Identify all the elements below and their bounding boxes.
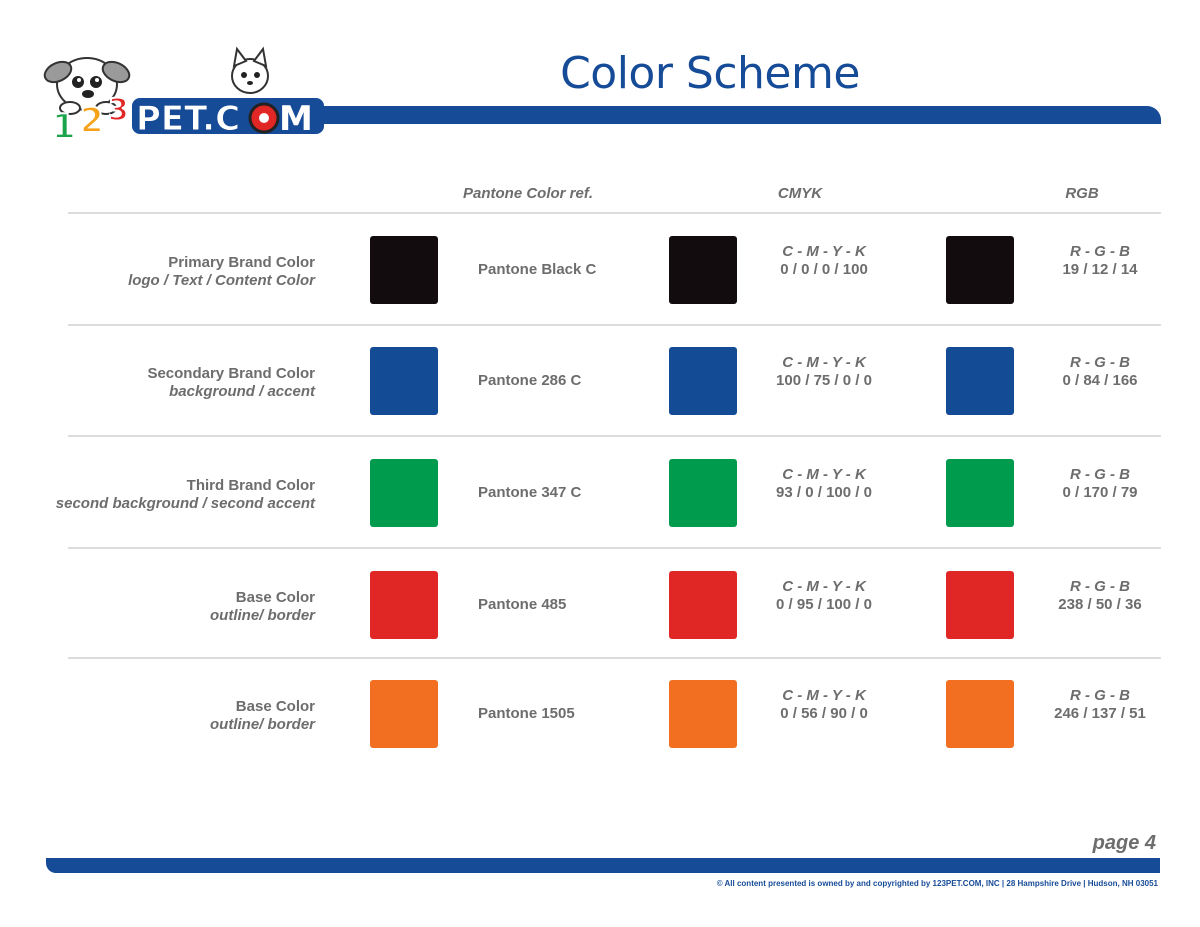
svg-text:PET.C: PET.C — [136, 99, 241, 139]
cmyk-header: C - M - Y - K — [782, 466, 866, 483]
rgb-values — [1040, 354, 1160, 390]
cmyk-value: 93 / 0 / 100 / 0 — [776, 484, 872, 501]
cmyk-values — [752, 578, 896, 614]
color-row-secondary — [0, 325, 1200, 437]
svg-text:1: 1 — [52, 107, 76, 146]
footer-bar — [46, 858, 1160, 873]
row-label-usage: second background / second accent — [55, 495, 315, 512]
cmyk-values — [752, 243, 896, 279]
rgb-swatch — [946, 459, 1014, 527]
rgb-values — [1040, 578, 1160, 614]
row-label-title: Secondary Brand Color — [147, 365, 315, 382]
row-label-title: Primary Brand Color — [168, 254, 315, 271]
rgb-header: R - G - B — [1070, 354, 1130, 371]
rgb-swatch — [946, 347, 1014, 415]
page-title: Color Scheme — [560, 48, 860, 99]
cmyk-value: 0 / 56 / 90 / 0 — [780, 705, 868, 722]
row-label — [210, 698, 315, 734]
pantone-name: Pantone 1505 — [478, 705, 575, 722]
row-label-title: Third Brand Color — [186, 477, 315, 494]
row-label — [56, 477, 315, 513]
pantone-name: Pantone 286 C — [478, 372, 582, 389]
cmyk-header: C - M - Y - K — [782, 687, 866, 704]
page-number: page 4 — [1092, 832, 1156, 854]
row-label-title: Base Color — [235, 589, 315, 606]
rgb-header: R - G - B — [1070, 578, 1130, 595]
row-label-usage: logo / Text / Content Color — [128, 272, 315, 289]
rgb-values — [1040, 243, 1160, 279]
cmyk-values — [752, 466, 896, 502]
header-bar — [310, 106, 1161, 124]
color-row-base-orange — [0, 658, 1200, 770]
cmyk-header: C - M - Y - K — [782, 578, 866, 595]
column-header-rgb: RGB — [1065, 185, 1099, 202]
svg-text:M: M — [279, 99, 313, 139]
cmyk-swatch — [669, 571, 737, 639]
column-header-cmyk: CMYK — [777, 185, 823, 202]
pantone-swatch — [370, 571, 438, 639]
rgb-value: 238 / 50 / 36 — [1058, 596, 1142, 613]
rgb-swatch — [946, 571, 1014, 639]
brand-logo — [32, 46, 328, 146]
row-label — [147, 365, 315, 401]
cmyk-values — [752, 354, 896, 390]
cmyk-value: 100 / 75 / 0 / 0 — [776, 372, 872, 389]
row-label — [210, 589, 315, 625]
pantone-swatch — [370, 347, 438, 415]
cmyk-swatch — [669, 236, 737, 304]
rgb-header: R - G - B — [1070, 466, 1130, 483]
pantone-swatch — [370, 459, 438, 527]
rgb-value: 0 / 84 / 166 — [1062, 372, 1138, 389]
color-row-primary — [0, 214, 1200, 326]
cmyk-value: 0 / 0 / 0 / 100 — [780, 261, 868, 278]
cmyk-values — [752, 687, 896, 723]
rgb-value: 0 / 170 / 79 — [1062, 484, 1138, 501]
cmyk-swatch — [669, 680, 737, 748]
cmyk-swatch — [669, 459, 737, 527]
row-label-usage: outline/ border — [210, 607, 315, 624]
cmyk-swatch — [669, 347, 737, 415]
row-label — [128, 254, 315, 290]
pantone-name: Pantone Black C — [478, 261, 597, 278]
rgb-swatch — [946, 236, 1014, 304]
row-label-usage: background / accent — [169, 383, 315, 400]
pantone-swatch — [370, 680, 438, 748]
rgb-value: 246 / 137 / 51 — [1054, 705, 1146, 722]
rgb-value: 19 / 12 / 14 — [1062, 261, 1138, 278]
row-label-title: Base Color — [235, 698, 315, 715]
color-row-third — [0, 437, 1200, 549]
pantone-name: Pantone 485 — [478, 596, 567, 613]
cmyk-value: 0 / 95 / 100 / 0 — [776, 596, 872, 613]
rgb-values — [1040, 466, 1160, 502]
rgb-header: R - G - B — [1070, 687, 1130, 704]
rgb-swatch — [946, 680, 1014, 748]
pantone-name: Pantone 347 C — [478, 484, 582, 501]
pantone-swatch — [370, 236, 438, 304]
copyright-notice: © All content presented is owned by and copyrighted by 123PET.COM, INC | 28 Hampshire Drive | Hudson, NH 03051 — [716, 879, 1158, 888]
rgb-values — [1040, 687, 1160, 723]
cmyk-header: C - M - Y - K — [782, 243, 866, 260]
svg-text:2: 2 — [80, 101, 104, 141]
rgb-header: R - G - B — [1070, 243, 1130, 260]
row-label-usage: outline/ border — [210, 716, 315, 733]
svg-text:3: 3 — [108, 93, 129, 128]
pet-logo-icon — [32, 46, 328, 146]
cmyk-header: C - M - Y - K — [782, 354, 866, 371]
column-header-pantone: Pantone Color ref. — [462, 185, 593, 202]
color-row-base-red — [0, 549, 1200, 661]
